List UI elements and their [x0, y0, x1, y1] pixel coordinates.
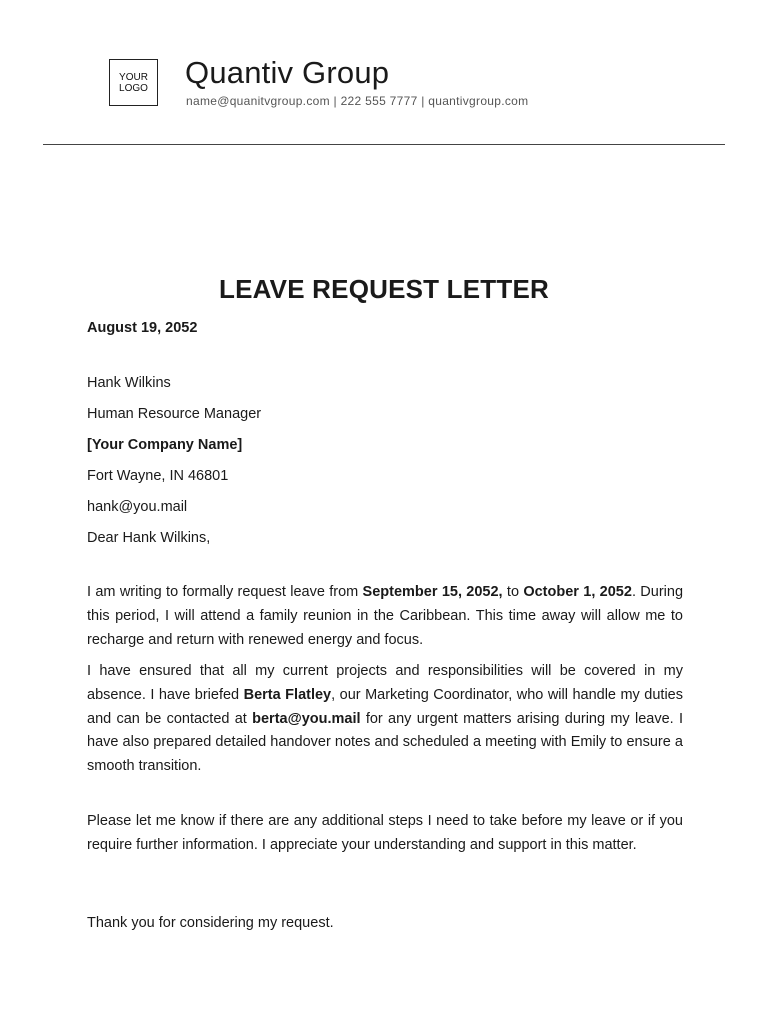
body-paragraph-3: Please let me know if there are any additional steps I need to take before my leave or if you require further information. I appreciate your understanding and support in this matter.: [87, 813, 683, 853]
paragraph-text: for any urgent matters arising during my leave. I have also prepared detailed handover notes and scheduled a meeting with Emily to ensure a smooth transition.: [87, 710, 683, 775]
leave-start-date: September 15, 2052,: [362, 584, 503, 600]
leave-end-date: October 1, 2052: [523, 584, 632, 600]
paragraph-text: I have ensured that all my current projects and responsibilities will be covered in my absence. I have briefed: [87, 663, 683, 703]
letter-title: LEAVE REQUEST LETTER: [219, 274, 549, 304]
body-paragraph-1: [87, 581, 683, 652]
letter-date: August 19, 2052: [87, 320, 198, 336]
logo-text-line2: LOGO: [119, 82, 148, 94]
recipient-company: [Your Company Name]: [87, 437, 243, 453]
paragraph-text: , our Marketing Coordinator, who will handle my duties and can be contacted at: [87, 686, 683, 727]
recipient-address: Fort Wayne, IN 46801: [87, 468, 229, 484]
delegate-email: berta@you.mail: [252, 710, 361, 727]
paragraph-text: to: [502, 584, 524, 600]
recipient-email: hank@you.mail: [87, 499, 188, 515]
paragraph-text: . During this period, I will attend a family reunion in the Caribbean. This time away will allow me to recharge and return with renewed energy and focus.: [87, 584, 684, 648]
salutation: Dear Hank Wilkins,: [87, 530, 211, 546]
recipient-position: Human Resource Manager: [87, 406, 262, 422]
company-contact-line: name@quanitvgroup.com | 222 555 7777 | quantivgroup.com: [186, 94, 529, 108]
body-paragraph-2: [87, 660, 683, 779]
closing-line: Thank you for considering my request.: [87, 915, 334, 931]
header-divider: [43, 144, 725, 145]
paragraph-text: I am writing to formally request leave from: [87, 584, 363, 600]
company-name: Quantiv Group: [185, 55, 390, 90]
logo-placeholder: [109, 59, 158, 106]
delegate-name: Berta Flatley: [243, 686, 332, 703]
logo-text-line1: YOUR: [119, 71, 148, 83]
recipient-name: Hank Wilkins: [87, 375, 171, 391]
